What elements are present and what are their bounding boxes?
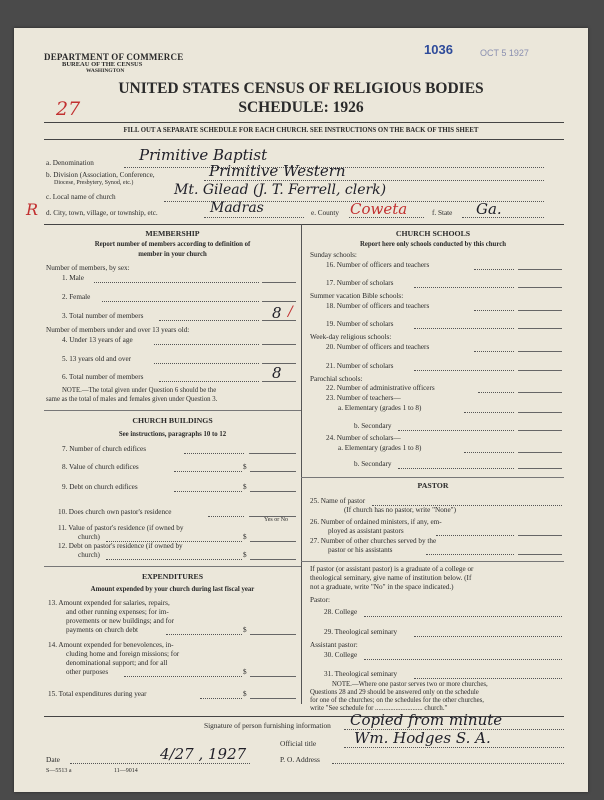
denomination-value: Primitive Baptist: [139, 146, 268, 164]
leader-dots: [159, 381, 259, 382]
q27-label: 27. Number of other churches served by the: [310, 537, 437, 545]
q25-hint: (If church has no pastor, write "None"): [344, 506, 456, 514]
pastor-heading: PASTOR: [417, 481, 449, 490]
division-value: Primitive Western: [209, 162, 346, 180]
date-value: 4/27 , 1927: [160, 745, 247, 763]
divider: [44, 566, 301, 567]
q26-answer-field[interactable]: [518, 535, 562, 536]
q6-total-value: 8: [272, 364, 282, 382]
divider: [44, 410, 301, 411]
buildings-instruction: See instructions, paragraphs 10 to 12: [118, 431, 227, 438]
q9-dollar: $: [243, 483, 247, 491]
q11-label-cont: church): [78, 533, 100, 541]
leader-dots: [414, 328, 514, 329]
membership-instruction: Report number of members according to definition of: [94, 241, 251, 248]
city-label: d. City, town, village, or township, etc.: [46, 209, 158, 217]
schools-instruction: Report here only schools conducted by this church: [359, 241, 507, 248]
q24a-label: a. Elementary (grades 1 to 8): [338, 444, 422, 452]
q20-label: 20. Number of officers and teachers: [326, 343, 430, 351]
division-label-cont: Diocese, Presbytery, Synod, etc.): [54, 180, 134, 186]
q16-label: 16. Number of officers and teachers: [326, 261, 430, 269]
local-name-label: c. Local name of church: [46, 193, 116, 201]
q14-label-cont1: cluding home and foreign missions; for: [66, 650, 180, 658]
bureau-name: BUREAU OF THE CENSUS: [62, 61, 143, 68]
leader-dots: [414, 287, 514, 288]
q27-answer-field[interactable]: [518, 554, 562, 555]
q8-dollar: $: [243, 463, 247, 471]
q11-label: 11. Value of pastor's residence (if owned by: [58, 524, 184, 532]
form-title: UNITED STATES CENSUS OF RELIGIOUS BODIES: [118, 80, 484, 97]
summer-schools-label: Summer vacation Bible schools:: [310, 292, 404, 300]
q8-label: 8. Value of church edifices: [62, 463, 139, 471]
q7-answer-field[interactable]: [249, 453, 296, 454]
received-stamp-date: OCT 5 1927: [480, 48, 529, 58]
q2-female-label: 2. Female: [62, 293, 91, 301]
q28-answer-field[interactable]: [364, 616, 562, 617]
divider: [301, 561, 564, 562]
q3-total-value: 8: [272, 304, 282, 322]
leader-dots: [94, 282, 259, 283]
buildings-heading: CHURCH BUILDINGS: [132, 416, 213, 425]
division-line: [204, 180, 544, 181]
official-title-value: Wm. Hodges S. A.: [354, 729, 491, 747]
membership-note: NOTE.—The total given under Question 6 should be the: [62, 387, 217, 394]
pastor-note-cont2: for one of the churches; on the schedules for the other churches,: [310, 697, 485, 704]
expenditures-instruction: Amount expended by your church during last fiscal year: [90, 586, 255, 593]
q14-dollar: $: [243, 668, 247, 676]
graduate-info-cont2: not a graduate, write "No" in the space indicated.): [310, 583, 454, 591]
q23-label: 23. Number of teachers—: [326, 394, 401, 402]
q1-male-label: 1. Male: [62, 274, 84, 282]
leader-dots: [464, 412, 514, 413]
q12-label: 12. Debt on pastor's residence (if owned by: [58, 542, 183, 550]
q31-answer-field[interactable]: [414, 678, 562, 679]
q12-label-cont: church): [78, 551, 100, 559]
q2-answer-field[interactable]: [262, 301, 296, 302]
divider: [44, 139, 564, 140]
county-value: Coweta: [350, 200, 408, 218]
assistant-pastor-subheading: Assistant pastor:: [310, 641, 358, 649]
q11-answer-field[interactable]: [250, 541, 296, 542]
q12-dollar: $: [243, 551, 247, 559]
received-stamp-number: 1036: [424, 42, 453, 57]
leader-dots: [106, 559, 242, 560]
leader-dots: [414, 370, 514, 371]
q18-label: 18. Number of officers and teachers: [326, 302, 430, 310]
q17-answer-field[interactable]: [518, 287, 562, 288]
denomination-label: a. Denomination: [46, 159, 94, 167]
leader-dots: [174, 471, 242, 472]
division-label: b. Division (Association, Conference,: [46, 171, 155, 179]
leader-dots: [398, 468, 514, 469]
leader-dots: [166, 634, 242, 635]
city-value: Madras: [210, 200, 264, 216]
state-label: f. State: [432, 209, 453, 217]
q13-label-cont3: payments on church debt: [66, 626, 139, 634]
leader-dots: [174, 491, 242, 492]
form-number: S—5513 a: [46, 768, 72, 774]
po-address-field[interactable]: [332, 763, 564, 764]
pastor-note: NOTE.—Where one pastor serves two or more churches,: [332, 681, 488, 688]
q16-answer-field[interactable]: [518, 269, 562, 270]
state-value: Ga.: [476, 200, 502, 218]
membership-note-cont: same as the total of males and females given under Question 3.: [46, 396, 218, 403]
leader-dots: [200, 698, 242, 699]
red-handwritten-number: 27: [56, 98, 81, 120]
q24b-answer-field[interactable]: [518, 468, 562, 469]
q13-label: 13. Amount expended for salaries, repairs,: [48, 599, 170, 607]
margin-mark: R: [26, 200, 39, 219]
q24a-answer-field[interactable]: [518, 452, 562, 453]
leader-dots: [184, 453, 244, 454]
pastor-note-cont3: write "See schedule for ............................ church.": [310, 705, 448, 712]
city-line: [204, 217, 304, 218]
county-label: e. County: [311, 209, 339, 217]
leader-dots: [154, 344, 259, 345]
q4-answer-field[interactable]: [262, 344, 296, 345]
q25-label: 25. Name of pastor: [310, 497, 366, 505]
leader-dots: [474, 310, 514, 311]
department-name: DEPARTMENT OF COMMERCE: [44, 52, 184, 62]
q19-answer-field[interactable]: [518, 328, 562, 329]
census-schedule-sheet: [14, 28, 588, 792]
state-line: [462, 217, 544, 218]
q30-answer-field[interactable]: [364, 659, 562, 660]
q11-dollar: $: [243, 533, 247, 541]
q24-label: 24. Number of scholars—: [326, 434, 401, 442]
q28-label: 28. College: [324, 608, 358, 616]
signature-label: Signature of person furnishing information: [204, 721, 331, 730]
q21-answer-field[interactable]: [518, 370, 562, 371]
print-number: 11—9014: [114, 768, 138, 774]
sunday-schools-label: Sunday schools:: [310, 251, 357, 259]
q26-label: 26. Number of ordained ministers, if any, em-: [310, 518, 442, 526]
q30-label: 30. College: [324, 651, 358, 659]
q13-label-cont2: provements or new buildings; and for: [66, 617, 174, 625]
q13-dollar: $: [243, 626, 247, 634]
q23a-label: a. Elementary (grades 1 to 8): [338, 404, 422, 412]
red-check-mark: /: [288, 304, 293, 320]
q8-answer-field[interactable]: [250, 471, 296, 472]
q15-answer-field[interactable]: [250, 698, 296, 699]
form-instructions: FILL OUT A SEPARATE SCHEDULE FOR EACH CHURCH. SEE INSTRUCTIONS ON THE BACK OF THIS SHEET: [123, 127, 479, 134]
column-divider: [301, 224, 302, 704]
graduate-info-cont1: theological seminary, give name of institution below. (If: [310, 574, 472, 582]
divider: [301, 477, 564, 478]
leader-dots: [436, 535, 514, 536]
members-by-age-label: Number of members under and over 13 years old:: [46, 326, 190, 334]
q6-total-label: 6. Total number of members: [62, 373, 144, 381]
q17-label: 17. Number of scholars: [326, 279, 394, 287]
q10-label: 10. Does church own pastor's residence: [58, 508, 172, 516]
pastor-note-cont1: Questions 28 and 29 should be answered only on the schedule: [310, 689, 479, 696]
q31-label: 31. Theological seminary: [324, 670, 398, 678]
leader-dots: [464, 452, 514, 453]
q23a-answer-field[interactable]: [518, 412, 562, 413]
q14-label-cont2: denominational support; and for all: [66, 659, 168, 667]
local-name-value: Mt. Gilead (J. T. Ferrell, clerk): [174, 182, 387, 198]
q9-answer-field[interactable]: [250, 491, 296, 492]
divider: [44, 122, 564, 123]
divider: [44, 224, 564, 225]
form-schedule-year: SCHEDULE: 1926: [238, 99, 364, 116]
q29-answer-field[interactable]: [414, 636, 562, 637]
parochial-schools-label: Parochial schools:: [310, 375, 363, 383]
q5-over13-label: 5. 13 years old and over: [62, 355, 132, 363]
pastor-subheading: Pastor:: [310, 596, 330, 604]
graduate-info: If pastor (or assistant pastor) is a graduate of a college or: [310, 565, 474, 573]
q13-label-cont1: and other running expenses; for im-: [66, 608, 169, 616]
q12-answer-field[interactable]: [250, 559, 296, 560]
q29-label: 29. Theological seminary: [324, 628, 398, 636]
q22-answer-field[interactable]: [518, 392, 562, 393]
q14-answer-field[interactable]: [250, 676, 296, 677]
q19-label: 19. Number of scholars: [326, 320, 394, 328]
q3-total-label: 3. Total number of members: [62, 312, 144, 320]
signature-value: Copied from minute: [350, 711, 503, 729]
leader-dots: [102, 301, 259, 302]
leader-dots: [398, 430, 514, 431]
q4-under13-label: 4. Under 13 years of age: [62, 336, 133, 344]
date-field[interactable]: [70, 763, 250, 764]
leader-dots: [154, 363, 259, 364]
schools-heading: CHURCH SCHOOLS: [395, 229, 471, 238]
bureau-city: WASHINGTON: [86, 68, 125, 74]
leader-dots: [159, 320, 259, 321]
yes-no-hint: Yes or No: [264, 517, 289, 523]
q20-answer-field[interactable]: [518, 351, 562, 352]
leader-dots: [474, 351, 514, 352]
weekday-schools-label: Week-day religious schools:: [310, 333, 392, 341]
q24b-label: b. Secondary: [354, 460, 392, 468]
leader-dots: [208, 516, 244, 517]
q7-label: 7. Number of church edifices: [62, 445, 147, 453]
members-by-sex-label: Number of members, by sex:: [46, 264, 130, 272]
q15-label: 15. Total expenditures during year: [48, 690, 147, 698]
q23b-label: b. Secondary: [354, 422, 392, 430]
expenditures-heading: EXPENDITURES: [141, 572, 204, 581]
leader-dots: [478, 392, 514, 393]
membership-heading: MEMBERSHIP: [145, 229, 200, 238]
q21-label: 21. Number of scholars: [326, 362, 394, 370]
leader-dots: [426, 554, 514, 555]
q18-answer-field[interactable]: [518, 310, 562, 311]
q14-label-cont3: other purposes: [66, 668, 109, 676]
q9-label: 9. Debt on church edifices: [62, 483, 138, 491]
q15-dollar: $: [243, 690, 247, 698]
q26-label-cont: ployed as assistant pastors: [328, 527, 404, 535]
q23b-answer-field[interactable]: [518, 430, 562, 431]
official-title-label: Official title: [280, 739, 317, 748]
po-address-label: P. O. Address: [280, 755, 320, 764]
q22-label: 22. Number of administrative officers: [326, 384, 435, 392]
leader-dots: [124, 676, 242, 677]
q14-label: 14. Amount expended for benevolences, in-: [48, 641, 174, 649]
official-title-field[interactable]: [344, 747, 564, 748]
membership-instruction-cont: member in your church: [138, 251, 207, 258]
date-label: Date: [46, 755, 60, 764]
q27-label-cont: pastor or his assistants: [328, 546, 393, 554]
leader-dots: [474, 269, 514, 270]
q13-answer-field[interactable]: [250, 634, 296, 635]
q1-answer-field[interactable]: [262, 282, 296, 283]
